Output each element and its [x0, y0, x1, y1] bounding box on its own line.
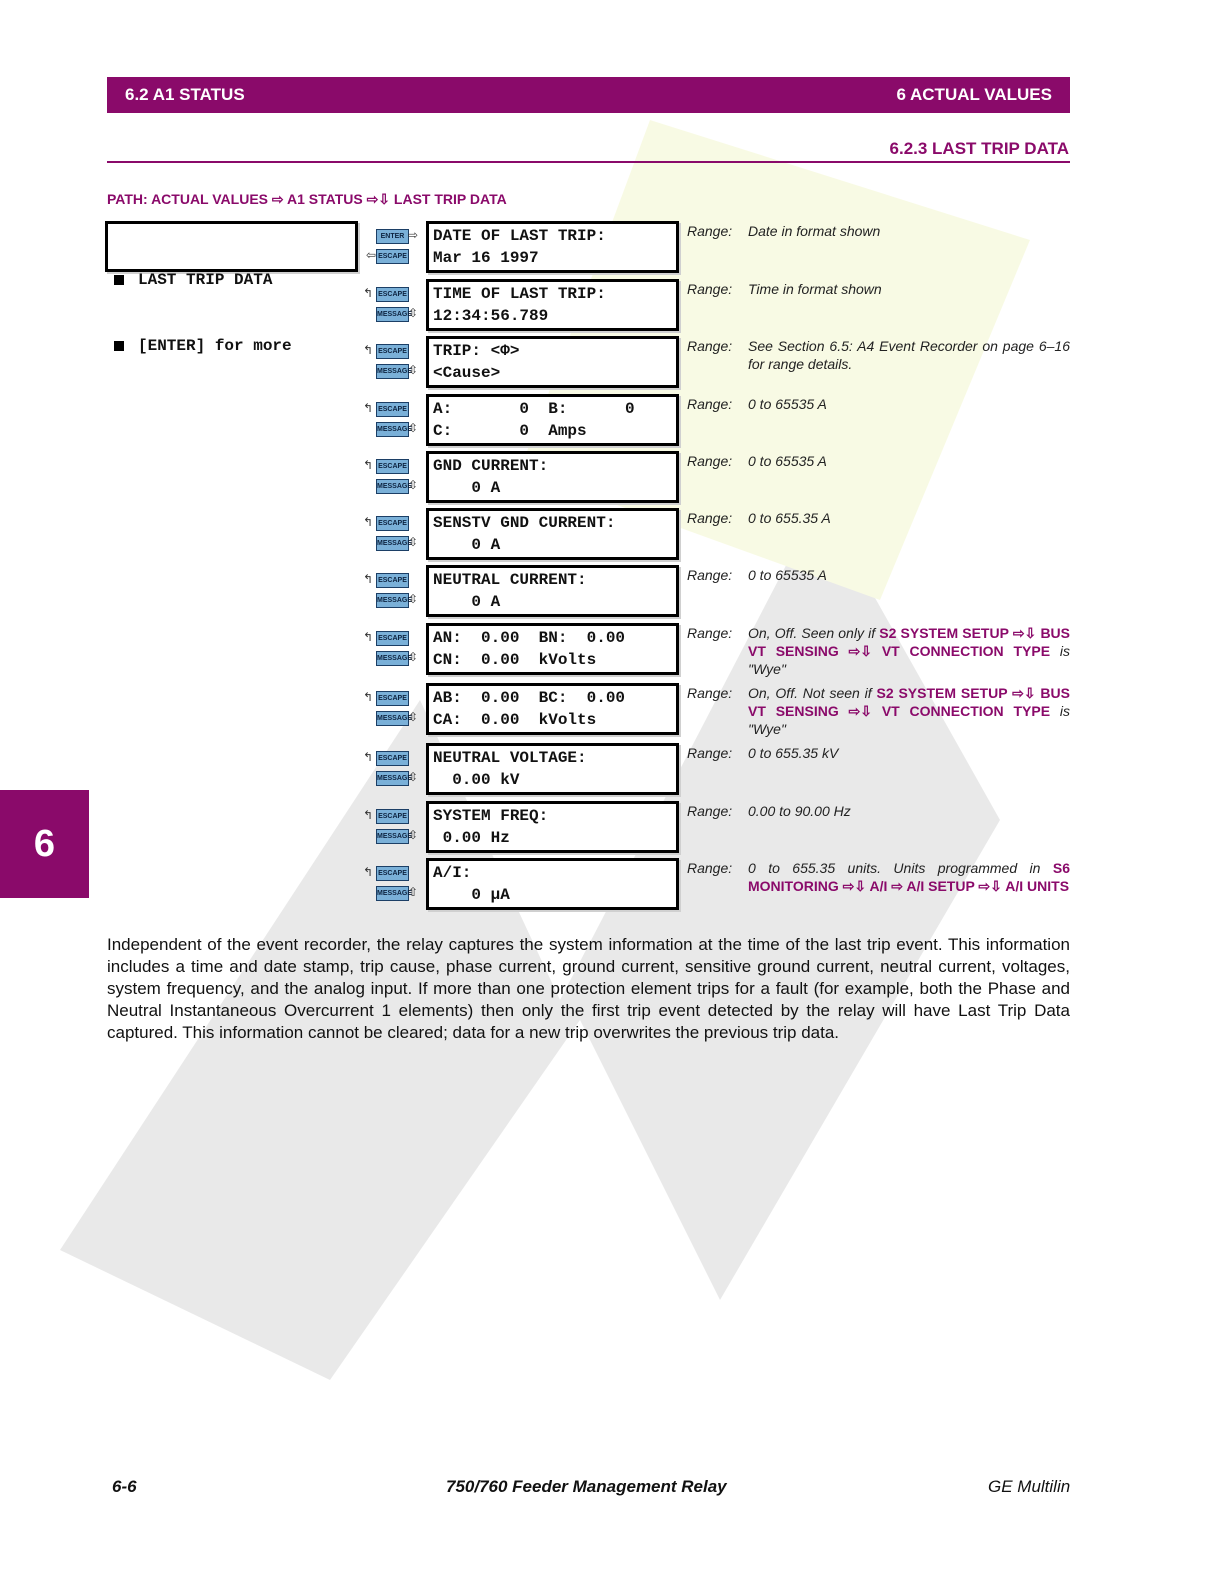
display-line2: 0 A — [433, 536, 501, 554]
escape-key[interactable]: ESCAPE — [376, 751, 409, 766]
display-line1: DATE OF LAST TRIP: — [433, 227, 606, 245]
display-line2: 0.00 kV — [433, 771, 520, 789]
range-label: Range: — [687, 510, 733, 526]
display-line2: <Cause> — [433, 364, 501, 382]
range-label: Range: — [687, 803, 733, 819]
left-arrow-icon: ⇦ — [366, 248, 377, 262]
up-down-arrow-icon: ⇳ — [408, 650, 419, 664]
range-text: 0.00 to 90.00 Hz — [748, 803, 851, 819]
range-note — [687, 509, 1070, 563]
range-note — [687, 802, 1070, 856]
body-paragraph: Independent of the event recorder, the relay captures the system information at the time of the last trip event. This information includes a time and date stamp, trip cause, phase current, ground current, sensitive ground current, neutral current, voltages, system frequency, and the analog input. If more than one protection element trips for a fault (for example, both the Phase and Neutral Instantaneous Overcurrent 1 elements) then only the first trip event detected by the relay will have Last Trip Data captured. This information cannot be cleared; data for a new trip overwrites the previous trip data. — [107, 935, 1070, 1042]
return-arrow-icon: ↰ — [363, 343, 374, 357]
message-display — [426, 623, 679, 675]
display-line1: GND CURRENT: — [433, 457, 549, 475]
display-line1: AN: 0.00 BN: 0.00 — [433, 629, 626, 647]
escape-key[interactable]: ESCAPE — [376, 809, 409, 824]
up-down-arrow-icon: ⇳ — [408, 828, 419, 842]
range-text: 0 to 655.35 kV — [748, 745, 839, 761]
range-label: Range: — [687, 223, 733, 239]
bullet-icon — [114, 341, 124, 351]
range-label: Range: — [687, 396, 733, 412]
message-display — [426, 565, 679, 617]
display-line1: SENSTV GND CURRENT: — [433, 514, 616, 532]
range-label: Range: — [687, 281, 733, 297]
escape-key[interactable]: ESCAPE — [376, 866, 409, 881]
display-line1: NEUTRAL VOLTAGE: — [433, 749, 587, 767]
message-key[interactable]: MESSAGE — [376, 479, 409, 494]
range-label: Range: — [687, 338, 733, 354]
divider — [107, 161, 1070, 163]
display-line2: CN: 0.00 kVolts — [433, 651, 597, 669]
range-note — [687, 452, 1070, 506]
return-arrow-icon: ↰ — [363, 286, 374, 300]
range-fragment: On, Off. Not seen if — [748, 685, 877, 701]
escape-key[interactable]: ESCAPE — [376, 691, 409, 706]
range-note — [687, 395, 1070, 449]
section-title: 6.2 A1 STATUS — [125, 85, 245, 104]
return-arrow-icon: ↰ — [363, 572, 374, 586]
message-key[interactable]: MESSAGE — [376, 651, 409, 666]
range-note — [687, 280, 1070, 334]
display-line1: A: 0 B: 0 — [433, 400, 635, 418]
return-arrow-icon: ↰ — [363, 458, 374, 472]
range-note — [687, 859, 1070, 913]
message-key[interactable]: MESSAGE — [376, 771, 409, 786]
up-down-arrow-icon: ⇳ — [408, 306, 419, 320]
return-arrow-icon: ↰ — [363, 630, 374, 644]
return-arrow-icon: ↰ — [363, 401, 374, 415]
range-note — [687, 624, 1070, 678]
message-display — [426, 221, 679, 273]
display-line2: 0.00 Hz — [433, 829, 510, 847]
range-fragment: is "Wye" — [748, 703, 1070, 737]
escape-key[interactable]: ESCAPE — [376, 631, 409, 646]
up-down-arrow-icon: ⇳ — [408, 363, 419, 377]
up-down-arrow-icon: ⇳ — [408, 710, 419, 724]
display-line1: AB: 0.00 BC: 0.00 — [433, 689, 626, 707]
range-label: Range: — [687, 567, 733, 583]
display-line1: TIME OF LAST TRIP: — [433, 285, 606, 303]
bullet-icon — [114, 275, 124, 285]
range-text: Time in format shown — [748, 281, 882, 297]
range-text: 0 to 655.35 A — [748, 510, 831, 526]
return-arrow-icon: ↰ — [363, 690, 374, 704]
up-down-arrow-icon: ⇳ — [408, 592, 419, 606]
message-display — [426, 508, 679, 560]
range-text: See Section 6.5: A4 Event Recorder on page 6–16 for range details. — [748, 338, 1070, 372]
escape-key[interactable]: ESCAPE — [376, 249, 409, 264]
range-note — [687, 566, 1070, 620]
menu-path: PATH: ACTUAL VALUES ⇨ A1 STATUS ⇨⇩ LAST TRIP DATA — [107, 191, 507, 207]
message-display — [426, 279, 679, 331]
main-display — [105, 221, 358, 355]
display-line2: 0 A — [433, 593, 501, 611]
range-note — [687, 744, 1070, 798]
main-display-line2: [ENTER] for more — [138, 337, 292, 355]
main-display-line1: LAST TRIP DATA — [138, 271, 273, 289]
escape-key[interactable]: ESCAPE — [376, 344, 409, 359]
range-text: 0 to 65535 A — [748, 567, 827, 583]
right-arrow-icon: ⇨ — [408, 228, 419, 242]
display-line1: SYSTEM FREQ: — [433, 807, 549, 825]
range-fragment: On, Off. Seen only if — [748, 625, 880, 641]
escape-key[interactable]: ESCAPE — [376, 287, 409, 302]
range-label: Range: — [687, 860, 733, 876]
range-text: Date in format shown — [748, 223, 881, 239]
range-note — [687, 337, 1070, 391]
message-display — [426, 801, 679, 853]
message-display — [426, 683, 679, 735]
return-arrow-icon: ↰ — [363, 515, 374, 529]
setting-path: S6 MONITORING ⇨⇩ A/I ⇨ A/I SETUP ⇨⇩ A/I UNITS — [748, 860, 1070, 894]
message-display — [426, 743, 679, 795]
message-key[interactable]: MESSAGE — [376, 886, 409, 901]
message-key[interactable]: MESSAGE — [376, 711, 409, 726]
display-line1: TRIP: <Φ> — [433, 342, 520, 360]
message-key[interactable]: MESSAGE — [376, 307, 409, 322]
setting-path: S2 SYSTEM SETUP ⇨⇩ BUS VT SENSING ⇨⇩ VT CONNECTION TYPE — [748, 685, 1070, 719]
footer-page: 6-6 — [112, 1477, 137, 1496]
footer-company: GE Multilin — [988, 1477, 1071, 1496]
up-down-arrow-icon: ⇳ — [408, 478, 419, 492]
range-text — [748, 684, 1070, 738]
escape-key[interactable]: ESCAPE — [376, 402, 409, 417]
display-line2: 0 µA — [433, 886, 510, 904]
range-note — [687, 222, 1070, 276]
range-label: Range: — [687, 453, 733, 469]
display-line1: NEUTRAL CURRENT: — [433, 571, 587, 589]
range-label: Range: — [687, 685, 733, 701]
range-text: 0 to 65535 A — [748, 396, 827, 412]
chapter-title: 6 ACTUAL VALUES — [896, 85, 1052, 104]
up-down-arrow-icon: ⇳ — [408, 770, 419, 784]
message-key[interactable]: MESSAGE — [376, 422, 409, 437]
up-down-arrow-icon: ⇳ — [408, 535, 419, 549]
message-display — [426, 451, 679, 503]
return-arrow-icon: ↰ — [363, 808, 374, 822]
display-line2: 12:34:56.789 — [433, 307, 549, 325]
message-display — [426, 394, 679, 446]
footer-title: 750/760 Feeder Management Relay — [446, 1477, 727, 1496]
display-line2: C: 0 Amps — [433, 422, 587, 440]
range-label: Range: — [687, 745, 733, 761]
enter-key[interactable]: ENTER — [376, 229, 409, 244]
return-arrow-icon: ↰ — [363, 865, 374, 879]
display-line2: 0 A — [433, 479, 501, 497]
range-label: Range: — [687, 625, 733, 641]
display-line1: A/I: — [433, 864, 472, 882]
range-fragment: is "Wye" — [748, 643, 1070, 677]
display-line2: Mar 16 1997 — [433, 249, 539, 267]
up-down-arrow-icon: ⇳ — [408, 421, 419, 435]
message-key[interactable]: MESSAGE — [376, 364, 409, 379]
message-display — [426, 858, 679, 910]
up-down-arrow-icon: ⇧ — [408, 885, 419, 899]
message-display — [426, 336, 679, 388]
range-text: 0 to 65535 A — [748, 453, 827, 469]
setting-path: S2 SYSTEM SETUP ⇨⇩ BUS VT SENSING ⇨⇩ VT CONNECTION TYPE — [748, 625, 1070, 659]
message-key[interactable]: MESSAGE — [376, 593, 409, 608]
escape-key[interactable]: ESCAPE — [376, 573, 409, 588]
display-line2: CA: 0.00 kVolts — [433, 711, 597, 729]
range-text — [748, 859, 1070, 895]
header-bar — [107, 77, 1070, 113]
range-text — [748, 624, 1070, 678]
range-fragment: 0 to 655.35 units. Units programmed in — [748, 860, 1053, 876]
return-arrow-icon: ↰ — [363, 750, 374, 764]
escape-key[interactable]: ESCAPE — [376, 516, 409, 531]
subsection-title: 6.2.3 LAST TRIP DATA — [889, 139, 1069, 158]
escape-key[interactable]: ESCAPE — [376, 459, 409, 474]
chapter-tab: 6 — [0, 790, 89, 898]
message-key[interactable]: MESSAGE — [376, 536, 409, 551]
range-note — [687, 684, 1070, 738]
message-key[interactable]: MESSAGE — [376, 829, 409, 844]
